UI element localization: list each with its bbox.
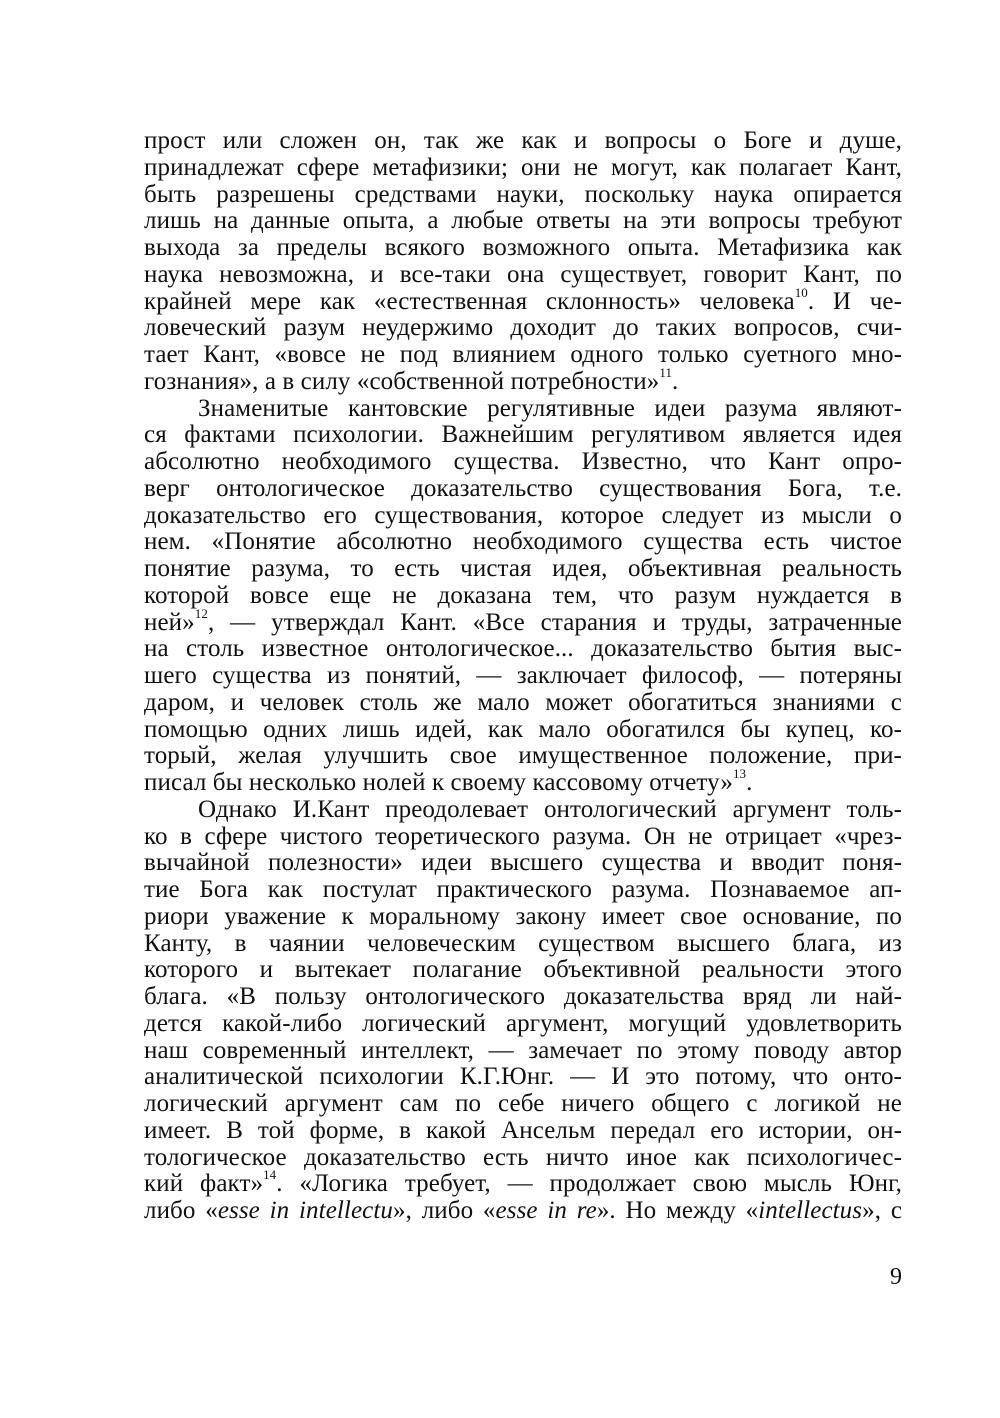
text-line: ко в сфере чистого теоретического разума. Он не отрицает «чрез- — [144, 822, 902, 850]
text-line: ся фактами психологии. Важнейшим регулятивом является идея — [144, 421, 902, 449]
text-line: тие Бога как постулат практического разума. Познаваемое ап- — [144, 876, 902, 903]
footnote-ref: 13 — [732, 766, 747, 781]
text-line: тологическое доказательство есть ничто иное как психологичес- — [144, 1143, 902, 1171]
text-line: Знаменитые кантовские регулятивные идеи разума являют- — [198, 394, 902, 422]
text-line: наука невозможна, и все-таки она существует, говорит Кант, по — [144, 260, 902, 288]
text-line: писал бы несколько нолей к своему кассовому отчету»$^{13}$. — [144, 766, 753, 796]
text-line: помощью одних лишь идей, как мало обогатился бы купец, ко- — [144, 715, 902, 743]
text-line: понятие разума, то есть чистая идея, объективная реальность — [144, 555, 902, 582]
page-body — [144, 128, 902, 1225]
text-line: доказательство его существования, которое следует из мысли о — [144, 501, 902, 529]
text-line: ней»$^{12}$, — утверждал Кант. «Все старания и труды, затраченные — [144, 605, 902, 636]
page-number: 9 — [890, 1264, 902, 1290]
footnote-ref: 12 — [194, 605, 208, 621]
text-line: на столь известное онтологическое... доказательство бытия выс- — [144, 635, 902, 663]
text-line: кий факт»$^{14}$. «Логика требует, — продолжает свою мысль Юнг, — [144, 1167, 903, 1198]
text-line: которого и вытекает полагание объективной реальности этого — [144, 956, 902, 984]
text-line: лишь на данные опыта, а любые ответы на эти вопросы требуют — [144, 207, 902, 235]
text-line: принадлежат сфере метафизики; они не могут, как полагает Кант, — [144, 153, 902, 181]
text-line: блага. «В пользу онтологического доказательства вряд ли най- — [144, 983, 902, 1010]
text-line: крайней мере как «естественная склонность» человека$^{10}$. И че- — [144, 284, 902, 315]
text-line: шего существа из понятий, — заключает философ, — потеряны — [144, 662, 902, 689]
text-line: аналитической психологии К.Г.Юнг. — И это потому, что онто- — [144, 1063, 902, 1091]
text-line: выхода за пределы всякого возможного опыта. Метафизика как — [144, 234, 902, 261]
text-line: Однако И.Кант преодолевает онтологический аргумент толь- — [198, 795, 902, 823]
latin-term: esse in intellectu — [217, 1197, 394, 1224]
latin-term: intellectus — [758, 1197, 863, 1224]
text-line: Канту, в чаянии человеческим существом высшего блага, из — [144, 929, 902, 957]
text-line: гознания», а в силу «собственной потребности»$^{11}$. — [144, 364, 679, 395]
text-line: которой вовсе еще не доказана тем, что разум нуждается в — [144, 581, 902, 609]
text-line: ловеческий разум неудержимо доходит до таких вопросов, счи- — [144, 314, 902, 342]
text-line: даром, и человек столь же мало может обогатиться знаниями с — [144, 688, 902, 716]
text-line: абсолютно необходимого существа. Известно, что Кант опро- — [144, 448, 902, 475]
text-line: прост или сложен он, так же как и вопросы о Боге и душе, — [144, 127, 902, 154]
text-line: наш современный интеллект, — замечает по этому поводу автор — [144, 1036, 902, 1064]
text-line: верг онтологическое доказательство существования Бога, т.е. — [144, 474, 902, 502]
text-line: быть разрешены средствами науки, поскольку наука опирается — [144, 180, 902, 208]
text-line: имеет. В той форме, в какой Ансельм передал его истории, он- — [144, 1116, 902, 1144]
footnote-ref: 14 — [263, 1167, 277, 1183]
latin-term: esse in re — [495, 1197, 597, 1224]
footnote-ref: 10 — [794, 284, 808, 300]
text-line: риори уважение к моральному закону имеет свое основание, по — [144, 902, 902, 930]
text-line: логический аргумент сам по себе ничего общего с логикой не — [144, 1090, 902, 1117]
text-line: вычайной полезности» идеи высшего существа и вводит поня- — [144, 849, 902, 877]
footnote-ref: 11 — [659, 364, 673, 380]
text-line: тает Кант, «вовсе не под влиянием одного только суетного мно- — [144, 341, 902, 368]
text-line: дется какой-либо логический аргумент, могущий удовлетворить — [144, 1009, 902, 1037]
text-line: либо «esse in intellectu», либо «esse in re». Но между «intellectus», с — [144, 1197, 903, 1224]
text-line: торый, желая улучшить свое имущественное положение, при- — [144, 742, 902, 770]
text-line: нем. «Понятие абсолютно необходимого существа есть чистое — [144, 528, 902, 556]
